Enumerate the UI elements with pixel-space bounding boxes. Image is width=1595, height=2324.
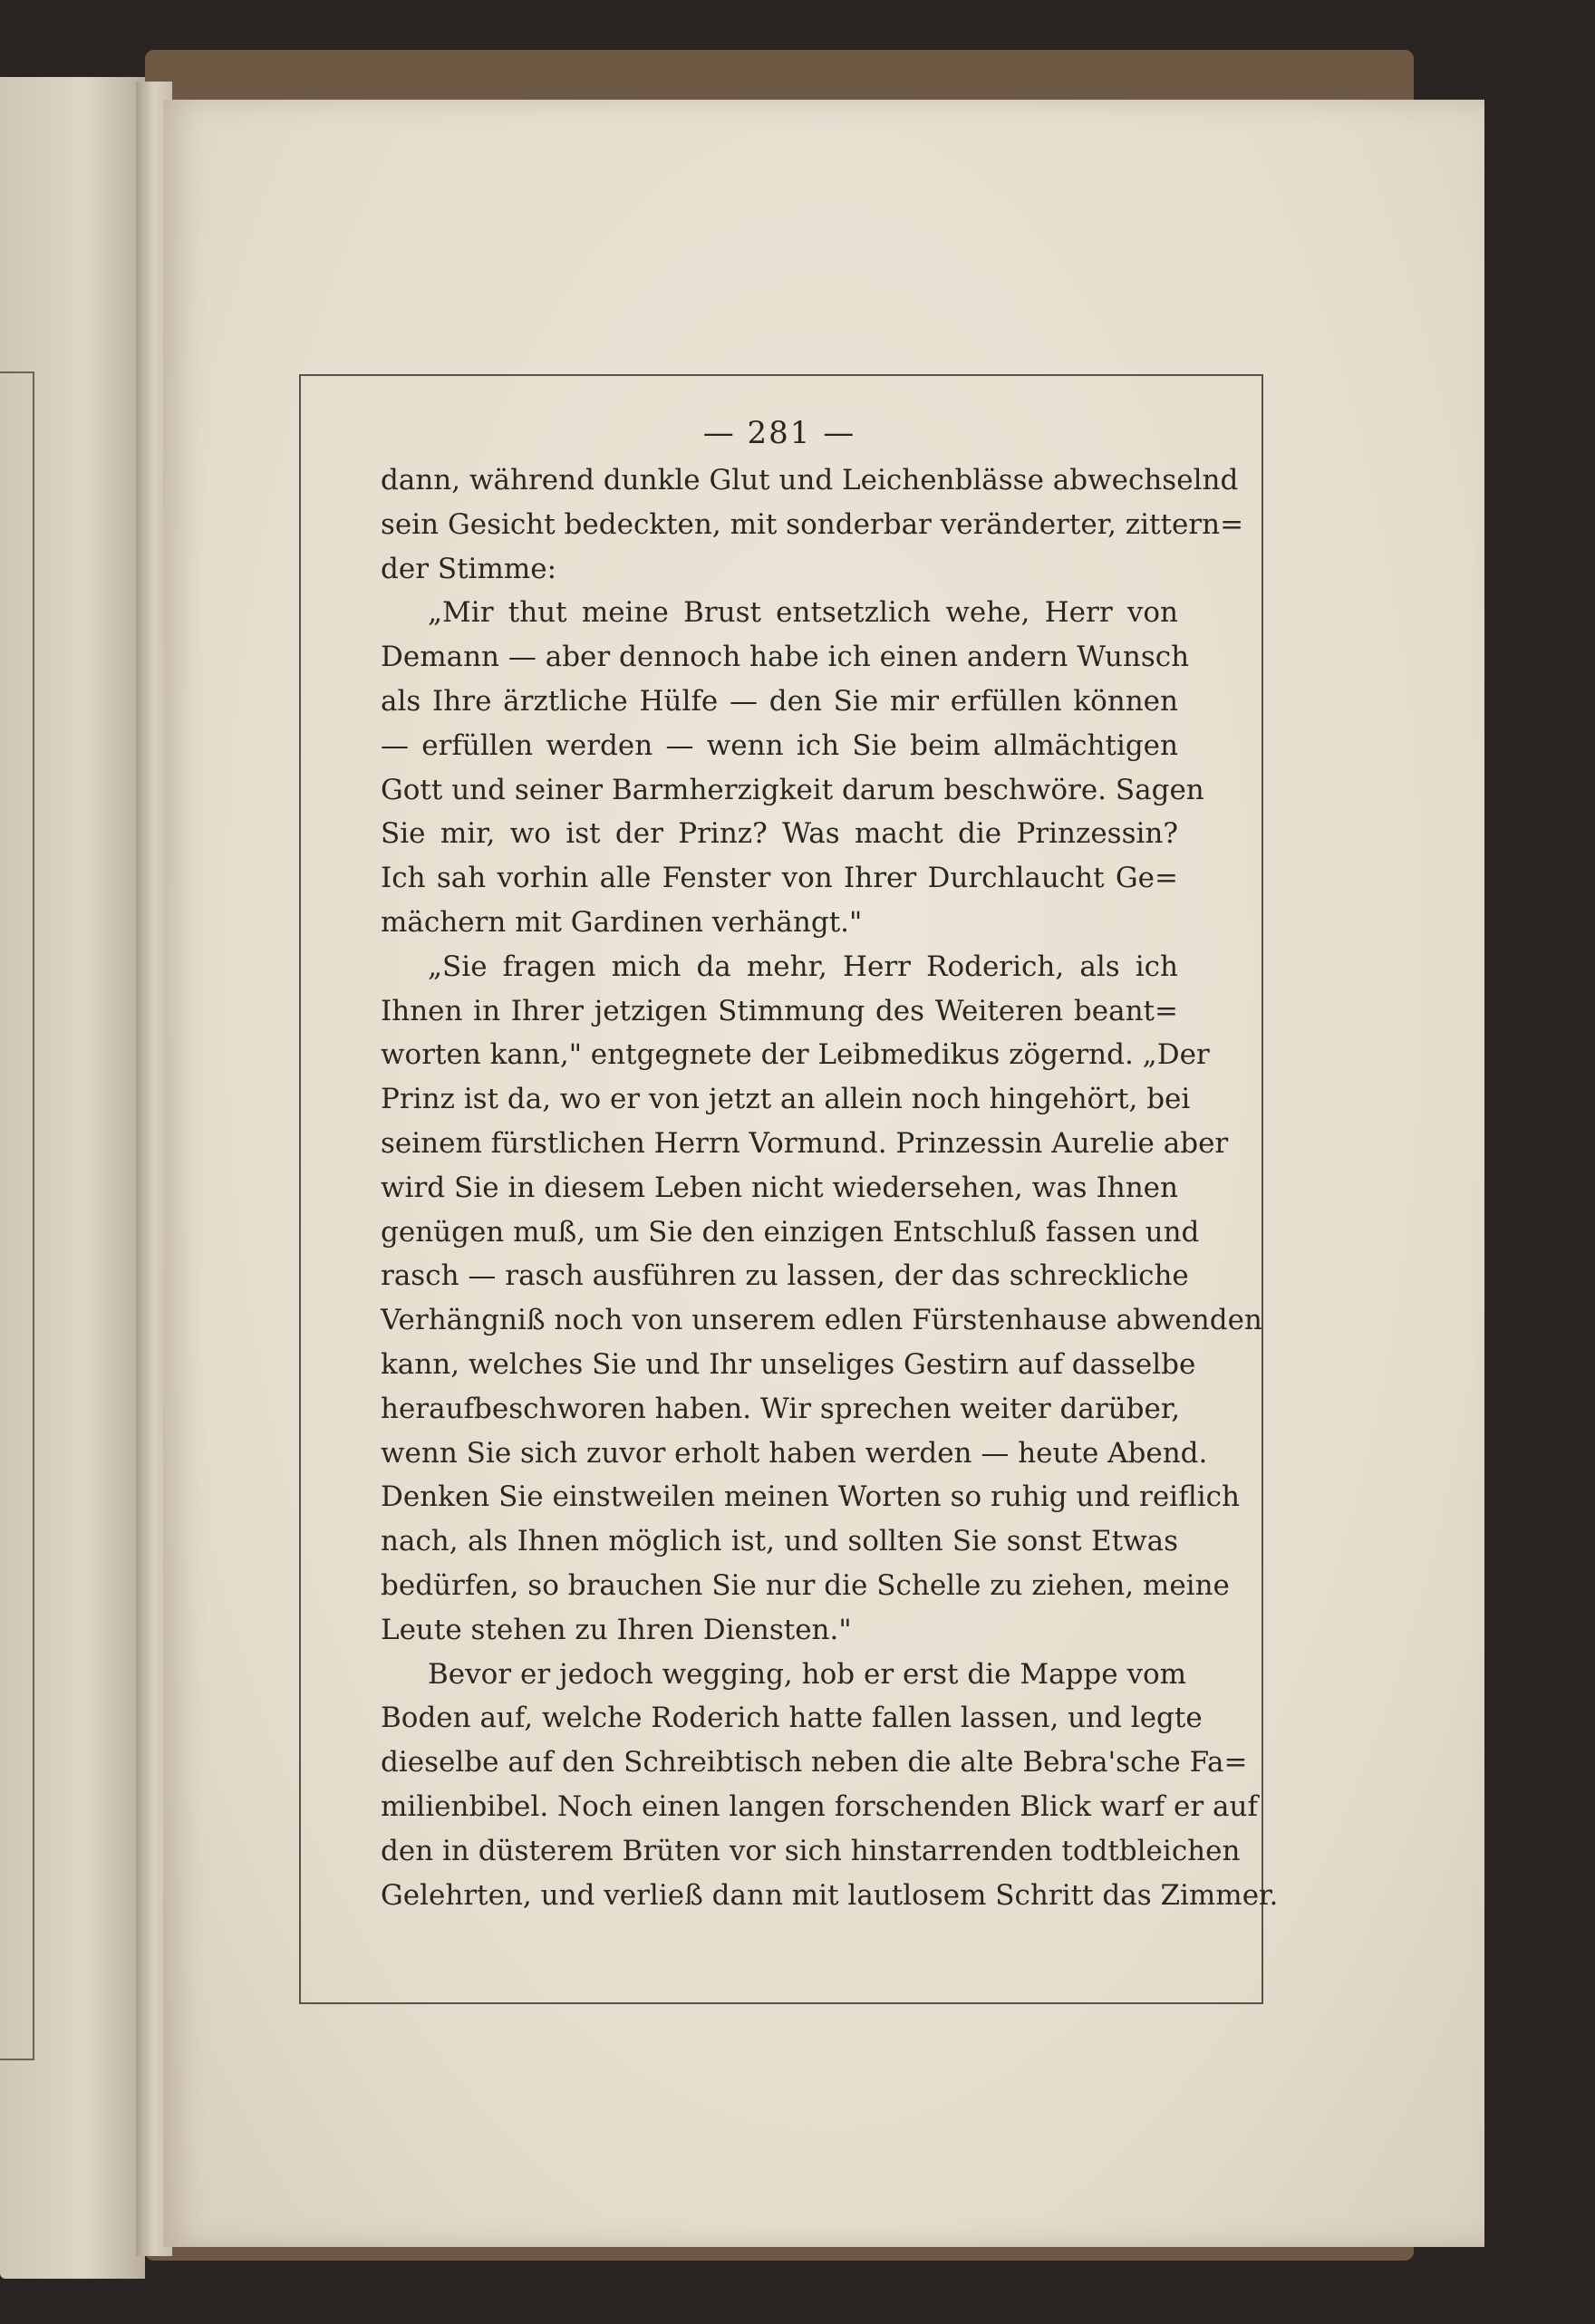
text-line: sein Gesicht bedeckten, mit sonderbar veränderter, zittern= bbox=[381, 507, 1244, 541]
text-line: wenn Sie sich zuvor erholt haben werden — heute Abend. bbox=[381, 1436, 1208, 1470]
text-line: Leute stehen zu Ihren Diensten." bbox=[381, 1613, 852, 1646]
body-text bbox=[381, 458, 1279, 1917]
text-line: Verhängniß noch von unserem edlen Fürstenhause abwenden bbox=[381, 1304, 1262, 1337]
text-line: Gott und seiner Barmherzigkeit darum beschwöre. Sagen bbox=[381, 773, 1204, 806]
text-line: — erfüllen werden — wenn ich Sie beim allmächtigen bbox=[381, 728, 1178, 762]
text-line: genügen muß, um Sie den einzigen Entschluß fassen und bbox=[381, 1215, 1200, 1249]
text-line: Ich sah vorhin alle Fenster von Ihrer Durchlaucht Ge= bbox=[381, 862, 1178, 895]
text-line: „Mir thut meine Brust entsetzlich wehe, Herr von bbox=[428, 596, 1178, 630]
text-line: nach, als Ihnen möglich ist, und sollten Sie sonst Etwas bbox=[381, 1525, 1178, 1558]
text-line: Prinz ist da, wo er von jetzt an allein noch hingehört, bei bbox=[381, 1083, 1191, 1116]
text-line: der Stimme: bbox=[381, 552, 557, 585]
text-line: Sie mir, wo ist der Prinz? Was macht die Prinzessin? bbox=[381, 817, 1178, 851]
left-page bbox=[0, 77, 145, 2279]
text-block bbox=[381, 408, 1279, 1917]
text-line: dieselbe auf den Schreibtisch neben die alte Bebra'sche Fa= bbox=[381, 1746, 1248, 1779]
text-line: mächern mit Gardinen verhängt." bbox=[381, 905, 863, 939]
left-page-frame bbox=[0, 371, 34, 2060]
text-line: Bevor er jedoch wegging, hob er erst die Mappe vom bbox=[428, 1657, 1187, 1691]
text-line: rasch — rasch ausführen zu lassen, der das schreckliche bbox=[381, 1259, 1189, 1293]
text-line: Ihnen in Ihrer jetzigen Stimmung des Weiteren beant= bbox=[381, 994, 1178, 1027]
text-line: bedürfen, so brauchen Sie nur die Schelle zu ziehen, meine bbox=[381, 1568, 1230, 1602]
text-line: als Ihre ärztliche Hülfe — den Sie mir erfüllen können bbox=[381, 684, 1178, 718]
text-line: dann, während dunkle Glut und Leichenblässe abwechselnd bbox=[381, 464, 1239, 497]
text-line: kann, welches Sie und Ihr unseliges Gestirn auf dasselbe bbox=[381, 1347, 1196, 1381]
text-line: Gelehrten, und verließ dann mit lautlosem Schritt das Zimmer. bbox=[381, 1878, 1279, 1912]
text-line: Demann — aber dennoch habe ich einen andern Wunsch bbox=[381, 641, 1190, 674]
page-number: — 281 — bbox=[702, 415, 856, 451]
text-line: wird Sie in diesem Leben nicht wiedersehen, was Ihnen bbox=[381, 1171, 1178, 1204]
text-line: Boden auf, welche Roderich hatte fallen lassen, und legte bbox=[381, 1702, 1203, 1735]
text-line: Denken Sie einstweilen meinen Worten so ruhig und reiflich bbox=[381, 1480, 1240, 1514]
text-line: heraufbeschworen haben. Wir sprechen weiter darüber, bbox=[381, 1392, 1181, 1425]
text-line: „Sie fragen mich da mehr, Herr Roderich, als ich bbox=[428, 950, 1178, 983]
text-line: seinem fürstlichen Herrn Vormund. Prinzessin Aurelie aber bbox=[381, 1126, 1229, 1160]
text-line: den in düsterem Brüten vor sich hinstarrenden todtbleichen bbox=[381, 1834, 1241, 1867]
text-line: milienbibel. Noch einen langen forschenden Blick warf er auf bbox=[381, 1789, 1258, 1823]
text-line: worten kann," entgegnete der Leibmedikus zögernd. „Der bbox=[381, 1038, 1210, 1072]
